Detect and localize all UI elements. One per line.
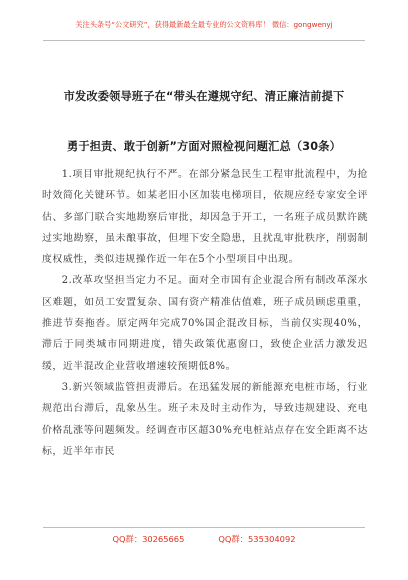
footer — [0, 533, 408, 545]
document-title-line-2: 勇于担责、敢于创新”方面对照检视问题汇总（30条） — [66, 140, 342, 153]
paragraph-2: 2.改革攻坚担当定力不足。面对全市国有企业混合所有制改革深水区难题，如员工安置复杂、国有资产精准估值难，班子成员顾虑重重，推进节奏拖沓。原定两年完成70%国企混改目标，当前仅实现40%，滞后于同类城市同期进度，错失政策优惠窗口，致使企业活力激发迟缓，近半混改企业营收增速较预期低8%。 — [42, 275, 368, 372]
bottom-divider — [43, 527, 365, 528]
footer-qq-group-2: QQ群：535304092 — [218, 534, 296, 544]
footer-qq-group-1: QQ群：30265665 — [112, 534, 185, 544]
document-body — [42, 164, 368, 462]
paragraph-1: 1.项目审批规纪执行不严。在部分紧急民生工程审批流程中，为抢时效简化关键环节。如某老旧小区加装电梯项目，依规应经专家安全评估、多部门联合实地勘察后审批，却因急于开工，一名班子成员默许跳过实地勘察，虽未酿事故，但埋下安全隐患，且扰乱审批秩序，削弱制度权威性，类似违规操作近一年在5个小型项目中出现。 — [42, 169, 368, 266]
document-title-line-1: 市发改委领导班子在“带头在遵规守纪、清正廉洁前提下 — [63, 90, 345, 103]
paragraph-3: 3.新兴领域监管担责滞后。在迅猛发展的新能源充电桩市场，行业规范出台滞后，乱象丛生。班子未及时主动作为，导致违规建设、充电价格乱涨等问题频发。经调查市区超30%充电桩站点存在安全距离不达标，近半年市民 — [42, 381, 368, 457]
top-banner: 关注头条号“公文研究”，获得最新最全最专业的公文资料库！ 微信：gongwenyj — [75, 20, 333, 29]
top-divider — [43, 40, 365, 41]
